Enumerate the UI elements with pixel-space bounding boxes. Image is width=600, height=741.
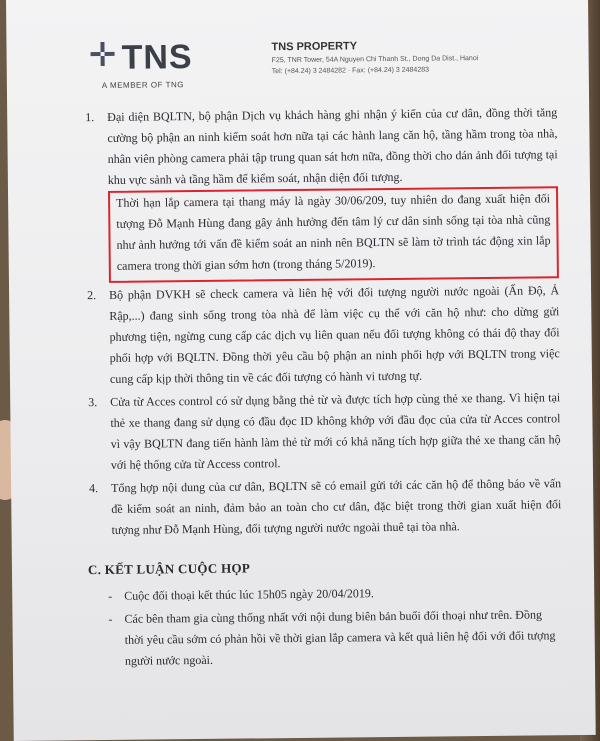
company-name: TNS PROPERTY — [271, 40, 358, 54]
logo-text: TNS — [121, 38, 193, 77]
company-logo — [81, 36, 232, 96]
company-address: F25, TNR Tower, 54A Nguyen Chi Thanh St., Dong Da Dist., Hanoi — [271, 55, 479, 65]
list-item — [30, 387, 561, 477]
item-text: Bộ phận DVKH sẽ check camera và liên hệ với đối tượng người nước ngoài (Ấn Độ, Ả Rập,...) đang sinh sống trong tòa nhà để làm việc cụ thể với căn hộ như: cho dừng gửi phương tiện, ngừng cung cấp các dịch vụ liên quan nếu đối tượng không có thái độ thay đổi phối hợp với BQLTN. Đồng thời yêu cầu bộ phận an ninh phối hợp với BQLTN trong việc cung cấp kịp thời thông tin về các đối tượng có hành vi tương tự. — [109, 283, 560, 386]
logo-mark-icon — [89, 41, 115, 67]
conclusion-list — [32, 581, 563, 673]
conclusion-item: - Cuộc đối thoại kết thúc lúc 15h05 ngày 20/04/2019. — [124, 581, 562, 607]
document-page — [6, 0, 596, 741]
item-text: Cửa từ Acces control có sử dụng bằng thẻ từ và được tích hợp cùng thẻ xe thang. Vì hiện tại thẻ xe thang đang sử dụng có đầu đọc ID không khớp với đầu đọc của cửa từ Acces control vì vậy BQLTN đang tiến hành làm thẻ từ mới có khả năng tích hợp giữa thẻ xe thang căn hộ với hệ thống cửa từ Access control. — [110, 390, 561, 472]
item-text: Tổng hợp nội dung của cư dân, BQLTN sẽ có email gửi tới các căn hộ để thông báo về vấn đề kiểm soát an ninh, đảm bảo an toàn cho cư dân, đặc biệt trong thời gian xuất hiện đối tượng như Đỗ Mạnh Hùng, đối tượng người nước ngoài thuê tại tòa nhà. — [111, 476, 562, 537]
list-item — [31, 473, 562, 542]
conclusion-item: - Các bên tham gia cùng thống nhất với nội dung biên bản buổi đối thoại như trên. Đồng thời yêu cầu sớm có phản hồi về thời gian lắp camera và kết quả liên hệ đối với đối tượng người nước ngoài. — [124, 604, 563, 672]
item-number: 3. — [88, 395, 98, 410]
company-info — [271, 38, 531, 75]
document-body — [27, 102, 563, 675]
item-text: Đại diện BQLTN, bộ phận Dịch vụ khách hàng ghi nhận ý kiến của cư dân, đồng thời tăng cường bộ phận an ninh kiểm soát hơn nữa tại các hành lang căn hộ, tầng hầm trong tòa nhà, nhân viên phòng camera phải tập trung quan sát hơn nữa, đồng thời cho dán ảnh đối tượng tại khu vực sảnh và tầng hầm để kiểm soát, nhận diện đối tượng. — [107, 105, 558, 187]
section-heading: C. KẾT LUẬN CUỘC HỌP — [87, 560, 251, 578]
list-item — [29, 280, 560, 391]
logo-tagline: A MEMBER OF TNG — [101, 80, 184, 91]
item-number: 1. — [85, 110, 95, 125]
item-number: 4. — [89, 481, 99, 496]
letterhead — [81, 33, 522, 98]
item-number: 2. — [87, 288, 97, 303]
list-item — [27, 102, 559, 284]
company-phone: Tel: (+84.24) 3 2484282 · Fax: (+84.24) 3 2484283 — [271, 66, 430, 76]
highlighted-paragraph: Thời hạn lắp camera tại thang máy là ngày 30/06/209, tuy nhiên do đang xuất hiện đối tượng Đỗ Mạnh Hùng đang gây ảnh hưởng đến tâm lý cư dân sinh sống tại tòa nhà cũng như ảnh hưởng tới vấn đề kiểm soát an ninh nên BQLTN sẽ làm tờ trình tác động xin lắp camera trong thời gian sớm hơn (trong tháng 5/2019). — [108, 186, 559, 283]
